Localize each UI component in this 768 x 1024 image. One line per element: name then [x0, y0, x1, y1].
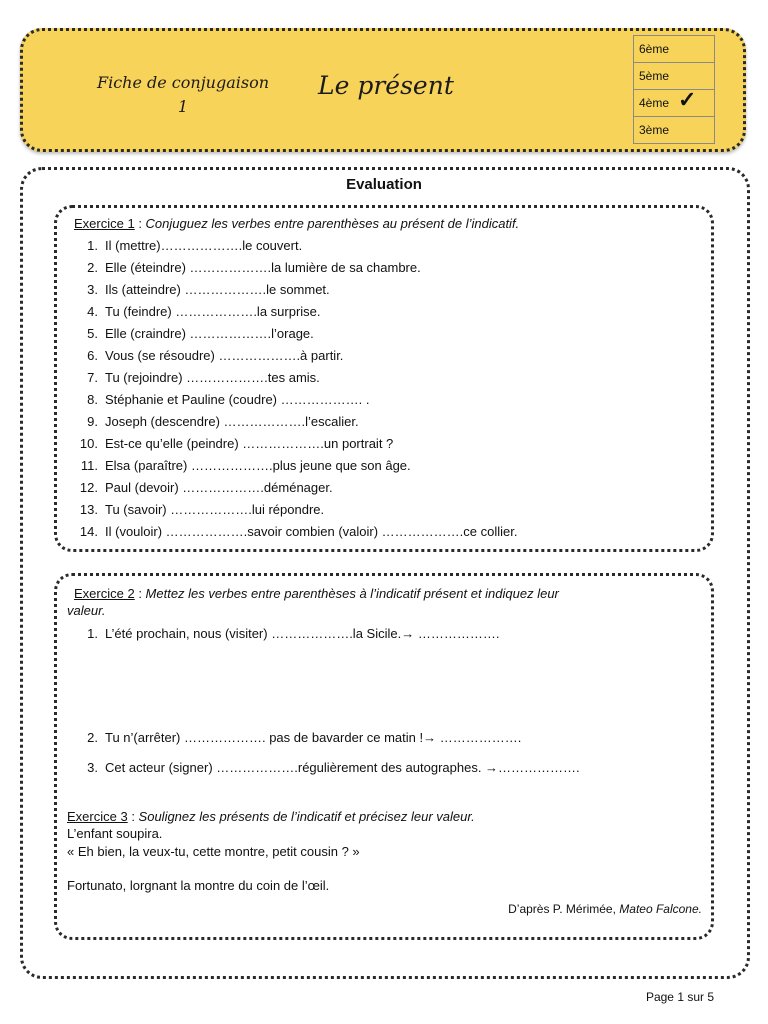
text-line: « Eh bien, la veux-tu, cette montre, petit cousin ? »: [67, 844, 360, 859]
list-item: 7. Tu (rejoindre) ……………….tes amis.: [87, 370, 320, 385]
citation: D’après P. Mérimée, Mateo Falcone.: [508, 902, 702, 916]
list-item: 13. Tu (savoir) ……………….lui répondre.: [79, 502, 325, 517]
level-3eme: 3ème: [633, 116, 715, 144]
level-table: [633, 35, 715, 144]
evaluation-title: Evaluation: [346, 176, 422, 193]
list-item: 12. Paul (devoir) ……………….déménager.: [79, 480, 333, 495]
list-item: 6. Vous (se résoudre) ……………….à partir.: [87, 348, 344, 363]
exercise-1-label: Exercice 1: [74, 216, 135, 231]
exercise-3-instruction: Soulignez les présents de l’indicatif et précisez leur valeur.: [138, 809, 475, 824]
level-6eme: 6ème: [633, 35, 715, 63]
list-item: 1. L’été prochain, nous (visiter) ……………….la Sicile.→ ……………….: [87, 626, 500, 641]
list-item: 3. Ils (atteindre) ……………….le sommet.: [87, 282, 330, 297]
worksheet-number: 1: [177, 97, 189, 116]
list-item: 10. Est-ce qu’elle (peindre) ……………….un portrait ?: [79, 436, 394, 451]
list-item: 3. Cet acteur (signer) ……………….régulièrement des autographes. →……………….: [87, 760, 580, 775]
text-line: Fortunato, lorgnant la montre du coin de l’œil.: [67, 878, 330, 893]
list-item: 1. Il (mettre)……………….le couvert.: [87, 238, 303, 253]
exercise-1-instruction: Conjuguez les verbes entre parenthèses au présent de l’indicatif.: [145, 216, 520, 231]
list-item: 2. Elle (éteindre) ……………….la lumière de sa chambre.: [87, 260, 421, 275]
exercise-3-label: Exercice 3: [67, 809, 128, 824]
page-title: Le présent: [318, 71, 454, 100]
exercise-1-heading: Exercice 1 : Conjuguez les verbes entre parenthèses au présent de l’indicatif.: [74, 216, 520, 231]
exercise-2-instruction-cont: valeur.: [67, 603, 106, 618]
list-item: 9. Joseph (descendre) ……………….l’escalier.: [87, 414, 359, 429]
exercise-2-label: Exercice 2: [74, 586, 135, 601]
list-item: 5. Elle (craindre) ……………….l’orage.: [87, 326, 314, 341]
worksheet-label-line1: Fiche de conjugaison: [96, 73, 270, 92]
header-banner: [20, 28, 746, 152]
list-item: 8. Stéphanie et Pauline (coudre) ………………. .: [87, 392, 370, 407]
text-line: L’enfant soupira.: [67, 826, 163, 841]
exercise-2-heading: Exercice 2 : Mettez les verbes entre parenthèses à l’indicatif présent et indiquez leur: [74, 586, 559, 601]
level-5eme: 5ème: [633, 62, 715, 90]
level-4eme: 4ème ✓: [633, 89, 715, 117]
exercise-3-heading: Exercice 3 : Soulignez les présents de l’indicatif et précisez leur valeur.: [67, 809, 475, 824]
list-item: 14. Il (vouloir) ……………….savoir combien (valoir) ……………….ce collier.: [79, 524, 518, 539]
list-item: 4. Tu (feindre) ……………….la surprise.: [87, 304, 321, 319]
list-item: 11. Elsa (paraître) ……………….plus jeune que son âge.: [80, 458, 411, 473]
page-number: Page 1 sur 5: [645, 990, 714, 1004]
exercise-2-instruction: Mettez les verbes entre parenthèses à l’indicatif présent et indiquez leur: [145, 586, 559, 601]
check-icon: ✓: [678, 87, 697, 112]
list-item: 2. Tu n’(arrêter) ………………. pas de bavarder ce matin !→ ……………….: [87, 730, 522, 745]
worksheet-label: [63, 71, 303, 119]
